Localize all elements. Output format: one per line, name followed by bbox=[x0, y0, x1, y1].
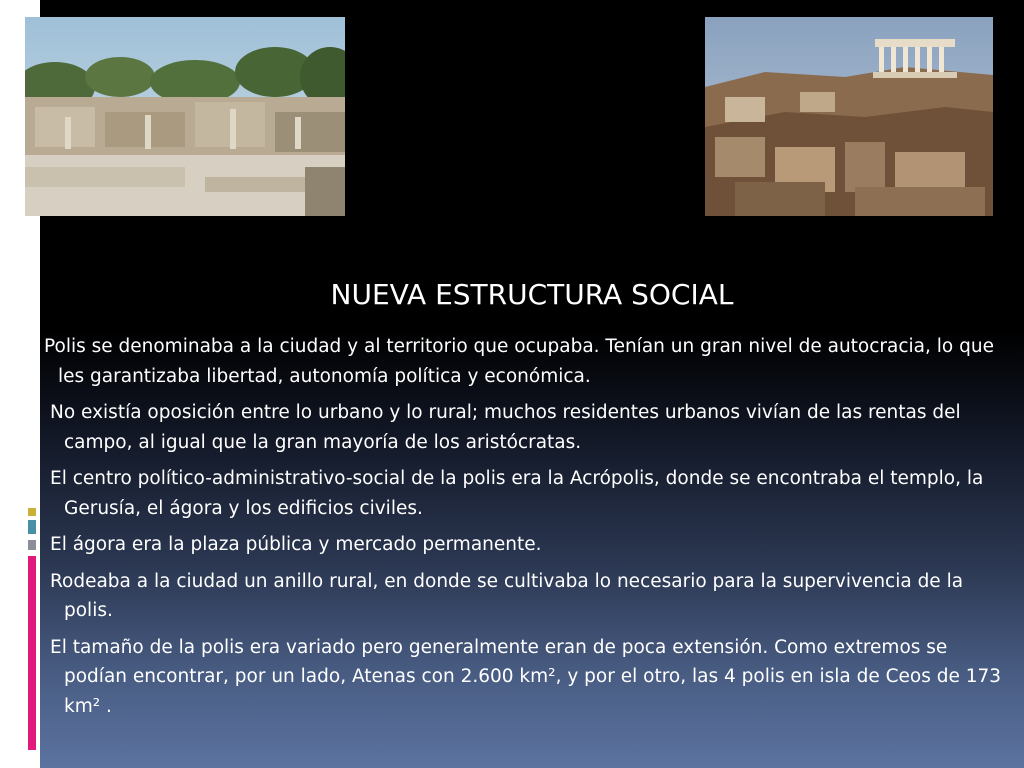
paragraph-polis-definition: Polis se denominaba a la ciudad y al territorio que ocupaba. Tenían un gran nivel de autocracia, lo que les garantizaba libertad, autonomía política y económica. bbox=[44, 336, 994, 387]
accent-bar-gray bbox=[28, 540, 36, 550]
accent-bar-magenta bbox=[28, 556, 36, 750]
paragraph-rural-ring: Rodeaba a la ciudad un anillo rural, en donde se cultivaba lo necesario para la supervivencia de la polis. bbox=[50, 570, 964, 621]
ancient-ruins-photo bbox=[25, 17, 345, 216]
paragraph-urban-rural: No existía oposición entre lo urbano y lo rural; muchos residentes urbanos vivían de las rentas del campo, al igual que la gran mayoría de los aristócratas. bbox=[50, 402, 961, 453]
accent-bar-teal bbox=[28, 520, 36, 534]
acropolis-photo bbox=[705, 17, 993, 216]
paragraph-acropolis: El centro político-administrativo-social de la polis era la Acrópolis, donde se encontraba el templo, la Gerusía, el ágora y los edificios civiles. bbox=[50, 468, 984, 519]
paragraph-agora: El ágora era la plaza pública y mercado permanente. bbox=[50, 534, 542, 555]
slide-body bbox=[44, 332, 1016, 728]
slide-title: NUEVA ESTRUCTURA SOCIAL bbox=[330, 278, 734, 311]
accent-bar-gold bbox=[28, 508, 36, 516]
paragraph-polis-size: El tamaño de la polis era variado pero generalmente eran de poca extensión. Como extremos se podían encontrar, por un lado, Atenas con 2.600 km², y por el otro, las 4 polis en isla de Ceos de 173 km² . bbox=[50, 636, 1002, 717]
